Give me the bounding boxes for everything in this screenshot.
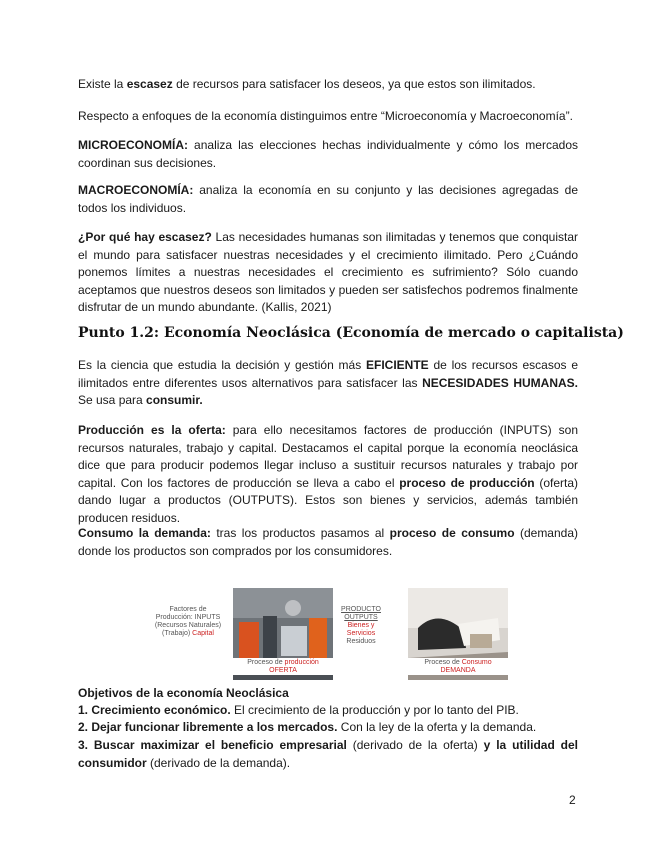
outputs-line: OUTPUTS [344,614,378,621]
text: de recursos para satisfacer los deseos, ya que estos son ilimitados. [172,77,536,91]
bold-term: Consumo la demanda: [78,526,211,540]
paragraph-por-que-escasez [78,229,578,317]
inputs-capital: Capital [192,630,214,637]
inputs-trabajo: (Trabajo) [162,630,191,637]
text: (derivado de la demanda). [146,755,291,770]
caption-text: Proceso de [424,659,462,666]
bold-term: NECESIDADES HUMANAS. [422,375,578,390]
bold-term: MICROECONOMÍA: [78,138,188,152]
outputs-label [334,606,388,646]
paragraph-oferta-tail: producen residuos. [78,511,181,525]
text: para ello necesitamos factores de producción (INPUTS) son recursos naturales, trabajo y capital. Destacamos el capital porque la economía neoclásica dice que para producir podemos llegar incluso a sustituir recursos naturales y trabajo por capital. Con los factores de producción se lleva a cabo el [78,423,578,490]
objectives-title: Objetivos de la economía Neoclásica [78,686,289,700]
text: (derivado de la oferta) [346,738,484,752]
text: Las necesidades humanas son ilimitadas y tenemos que conquistar el mundo para satisfacer nuestras necesidades y el crecimiento ilimitado. Pero ¿Cuándo ponemos límites a nuestras necesidades el crecimiento es sufrimiento? Sólo cuando aceptamos que nuestros deseos son limitados y pueden ser satisfechos podremos finalmente disfrutar de un mundo abundante. (Kallis, 2021) [78,230,578,314]
text: Es la ciencia que estudia la decisión y gestión más [78,358,366,372]
bold-term: Producción es la oferta: [78,423,226,437]
bold-term: proceso de producción [399,475,535,490]
text: El crecimiento de la producción y por lo tanto del PIB. [230,703,519,717]
bold-term: y la utilidad del consumidor [78,738,578,770]
outputs-red-line: Servicios [346,630,376,637]
production-caption-line [233,659,333,667]
text: (oferta) dando lugar a productos (OUTPUTS). Estos son bienes y servicios, además también [78,475,579,507]
production-sub: OFERTA [269,667,297,674]
inputs-line: Producción: INPUTS [155,614,221,621]
paragraph-escasez [78,76,578,94]
outputs-residuos: Residuos [346,638,376,645]
text: Existe la [78,77,127,91]
text: Con la ley de la oferta y la demanda. [337,720,537,734]
paragraph-enfoques: Respecto a enfoques de la economía distinguimos entre “Microeconomía y Macroeconomía”. [78,109,573,123]
objective-1 [78,702,578,720]
bold-term: 1. Crecimiento económico. [78,703,231,717]
paragraph-demanda [78,525,578,560]
paragraph-oferta [78,422,578,510]
bold-term: proceso de consumo [389,526,515,540]
caption-red: Consumo [461,659,492,666]
bold-term: 2. Dejar funcionar libremente a los mercados. [78,720,338,734]
bold-term: ¿Por qué hay escasez? [78,230,212,244]
text: analiza la economía en su conjunto y las decisiones agregadas de todos los individuos. [78,183,578,215]
text: tras los productos pasamos al [210,526,390,540]
inputs-line [145,630,231,638]
text: (demanda) donde los productos son comprados por los consumidores. [78,526,579,558]
caption-text: Proceso de [247,659,285,666]
inputs-label [145,606,231,638]
objective-3 [78,737,578,772]
consumption-caption-line [408,659,508,667]
paragraph-micro [78,137,578,172]
bold-term: 3. Buscar maximizar el beneficio empresarial [78,738,347,752]
consumption-sub: DEMANDA [440,667,476,674]
section-title: Punto 1.2: Economía Neoclásica (Economía de mercado o capitalista) [78,325,624,341]
bold-term: consumir. [146,393,203,407]
page-number: 2 [569,793,576,807]
objective-2 [78,719,578,737]
production-caption [233,658,333,675]
text: analiza las elecciones hechas individualmente y cómo los mercados coordinan sus decisiones. [78,138,578,170]
paragraph-definicion [78,357,578,410]
inputs-line: Factores de [169,606,207,613]
text: Se usa para [78,393,147,407]
bold-term: escasez [126,77,173,91]
caption-red: producción [284,659,319,666]
text: de los recursos escasos e ilimitados entre diferentes usos alternativos para satisfacer las [78,358,578,390]
outputs-line: PRODUCTO [341,606,381,613]
bold-term: MACROECONOMÍA: [78,183,194,197]
outputs-red-line: Bienes y [347,622,375,629]
bold-term: EFICIENTE [366,358,429,372]
paragraph-macro [78,182,578,217]
consumption-caption [408,658,508,675]
inputs-line: (Recursos Naturales) [154,622,222,629]
